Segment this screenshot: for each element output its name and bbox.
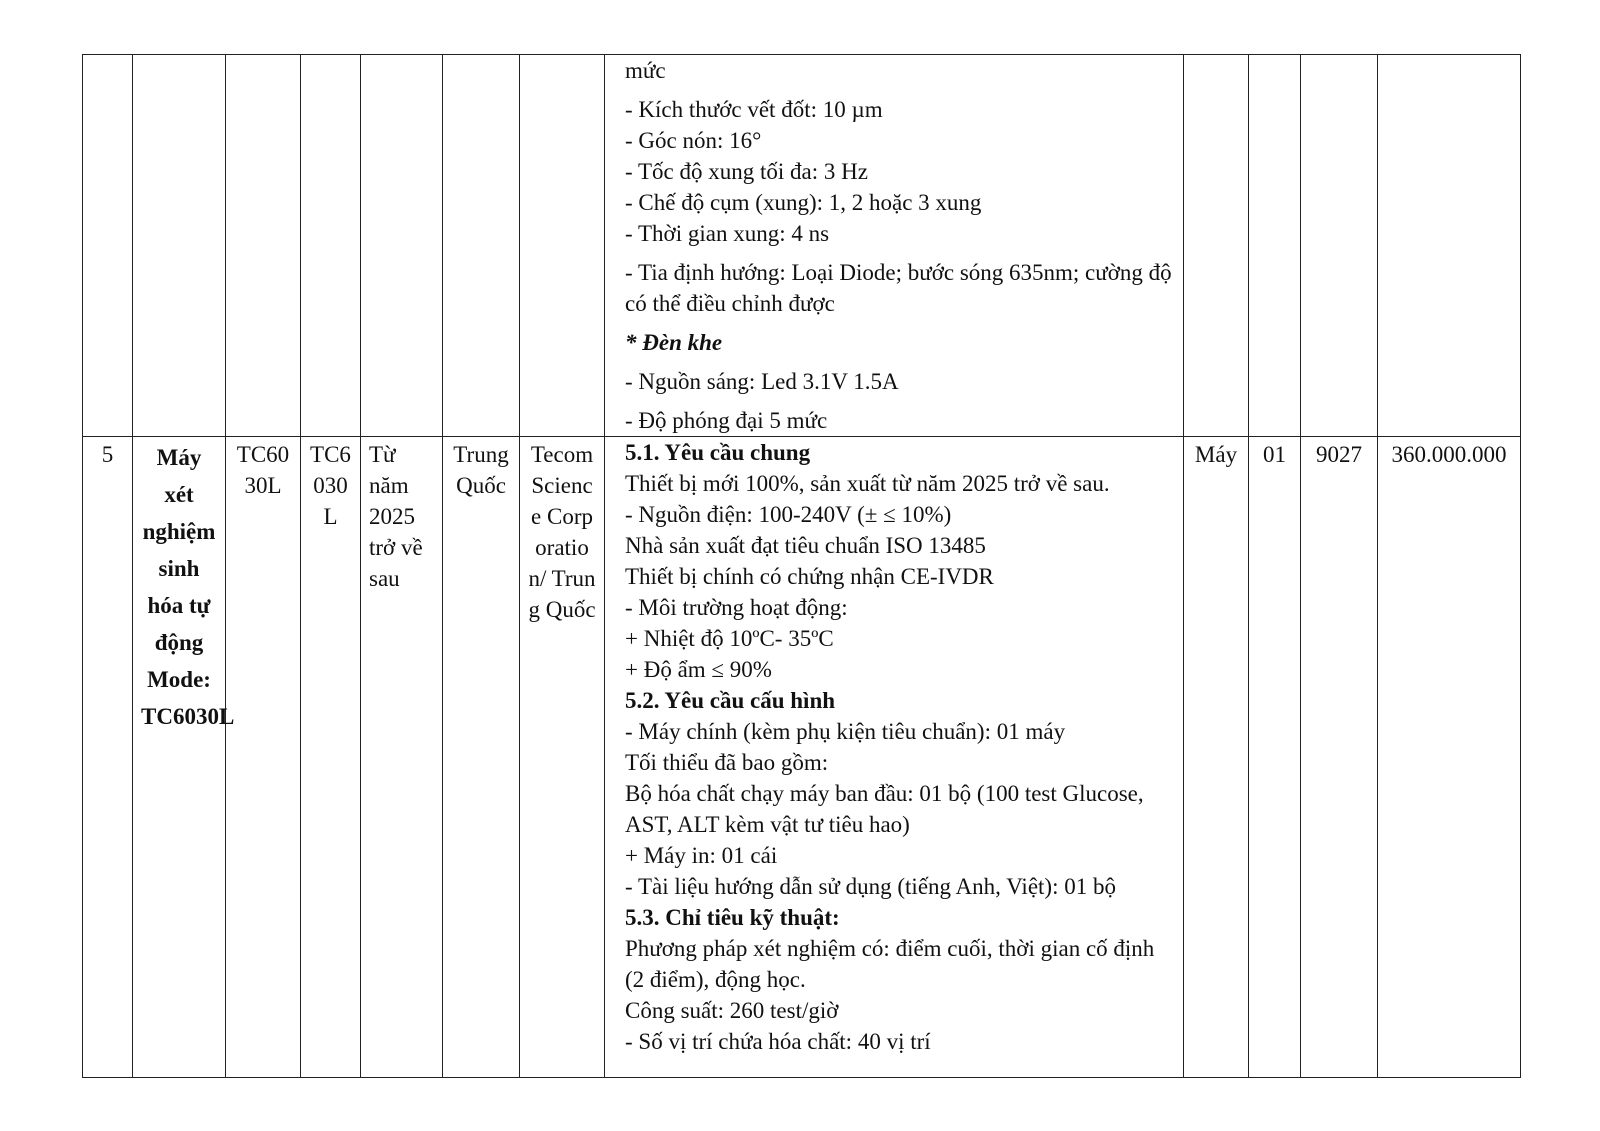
spec-line: + Nhiệt độ 10ºC- 35ºC <box>625 626 834 651</box>
model-cell <box>226 437 301 1078</box>
spec-line: 5.1. Yêu cầu chung <box>625 440 811 465</box>
quantity-cell <box>1249 55 1301 437</box>
stt-cell <box>83 55 133 437</box>
origin-cell <box>443 55 520 437</box>
code-text: TC6030L <box>310 442 351 529</box>
spec-line: Thiết bị chính có chứng nhận CE-IVDR <box>625 564 994 589</box>
stt-text: 5 <box>101 442 114 467</box>
spec-line: + Độ ẩm ≤ 90% <box>625 657 772 682</box>
spec-line: - Độ phóng đại 5 mức <box>625 408 828 433</box>
spec-cell <box>605 437 1184 1078</box>
year-cell <box>361 55 443 437</box>
spec-line: Công suất: 260 test/giờ <box>625 998 839 1023</box>
spec-line: mức <box>625 58 666 83</box>
manufacturer-cell <box>520 437 605 1078</box>
code-cell <box>301 437 361 1078</box>
year-text: Từ năm 2025 trở về sau <box>369 442 423 591</box>
spec-line: - Nguồn điện: 100-240V (± ≤ 10%) <box>625 502 952 527</box>
year-cell <box>361 437 443 1078</box>
code-cell <box>301 55 361 437</box>
price-cell <box>1378 437 1521 1078</box>
quantity-text: 01 <box>1263 442 1286 467</box>
spec-lines <box>605 437 1183 1057</box>
model-cell <box>226 55 301 437</box>
name-cell <box>133 437 235 1078</box>
origin-cell <box>443 437 520 1078</box>
name-cell <box>133 55 226 437</box>
origin-text: Trung Quốc <box>453 442 509 498</box>
hs-code-text: 9027 <box>1316 442 1362 467</box>
spec-line: - Thời gian xung: 4 ns <box>625 221 830 246</box>
spec-line: * Đèn khe <box>625 330 723 355</box>
quantity-cell <box>1249 437 1301 1078</box>
price-cell <box>1378 55 1521 437</box>
spec-line: - Nguồn sáng: Led 3.1V 1.5A <box>625 369 899 394</box>
spec-line: - Tài liệu hướng dẫn sử dụng (tiếng Anh, Việt): 01 bộ <box>625 874 1116 899</box>
spec-line: Bộ hóa chất chạy máy ban đầu: 01 bộ (100 test Glucose, AST, ALT kèm vật tư tiêu hao) <box>625 781 1144 837</box>
spec-line: Tối thiểu đã bao gồm: <box>625 750 829 775</box>
spec-line: Nhà sản xuất đạt tiêu chuẩn ISO 13485 <box>625 533 986 558</box>
spec-line: - Tốc độ xung tối đa: 3 Hz <box>625 159 868 184</box>
spec-cell <box>605 55 1184 437</box>
spec-line: 5.2. Yêu cầu cấu hình <box>625 688 836 713</box>
spec-line: - Tia định hướng: Loại Diode; bước sóng 635nm; cường độ có thể điều chỉnh được <box>625 260 1172 316</box>
spec-line: + Máy in: 01 cái <box>625 843 778 868</box>
unit-cell <box>1184 437 1249 1078</box>
equipment-spec-table <box>82 54 1521 1078</box>
hs-code-cell <box>1301 437 1378 1078</box>
spec-line: Thiết bị mới 100%, sản xuất từ năm 2025 trở về sau. <box>625 471 1110 496</box>
spec-line: - Máy chính (kèm phụ kiện tiêu chuẩn): 01 máy <box>625 719 1066 744</box>
spec-line: - Góc nón: 16° <box>625 128 762 153</box>
spec-line: 5.3. Chỉ tiêu kỹ thuật: <box>625 905 840 930</box>
table-row-5 <box>83 437 1521 1078</box>
spec-line: - Môi trường hoạt động: <box>625 595 848 620</box>
spec-line: - Kích thước vết đốt: 10 µm <box>625 97 883 122</box>
stt-cell <box>83 437 133 1078</box>
table-row-continued <box>83 55 1521 437</box>
hs-code-cell <box>1301 55 1378 437</box>
spec-line: Phương pháp xét nghiệm có: điểm cuối, thời gian cố định (2 điểm), động học. <box>625 936 1155 992</box>
spec-lines <box>605 55 1183 436</box>
manufacturer-text: Tecom Science Corporation/ Trung Quốc <box>528 442 596 622</box>
price-text: 360.000.000 <box>1391 442 1507 467</box>
unit-text: Máy <box>1194 442 1238 467</box>
spec-line: - Chế độ cụm (xung): 1, 2 hoặc 3 xung <box>625 190 982 215</box>
manufacturer-cell <box>520 55 605 437</box>
unit-cell <box>1184 55 1249 437</box>
spec-line: - Số vị trí chứa hóa chất: 40 vị trí <box>625 1029 931 1054</box>
model-text: TC6030L <box>236 442 290 498</box>
product-name: Máy xét nghiệm sinh hóa tự động Mode: TC6030L <box>141 445 235 729</box>
